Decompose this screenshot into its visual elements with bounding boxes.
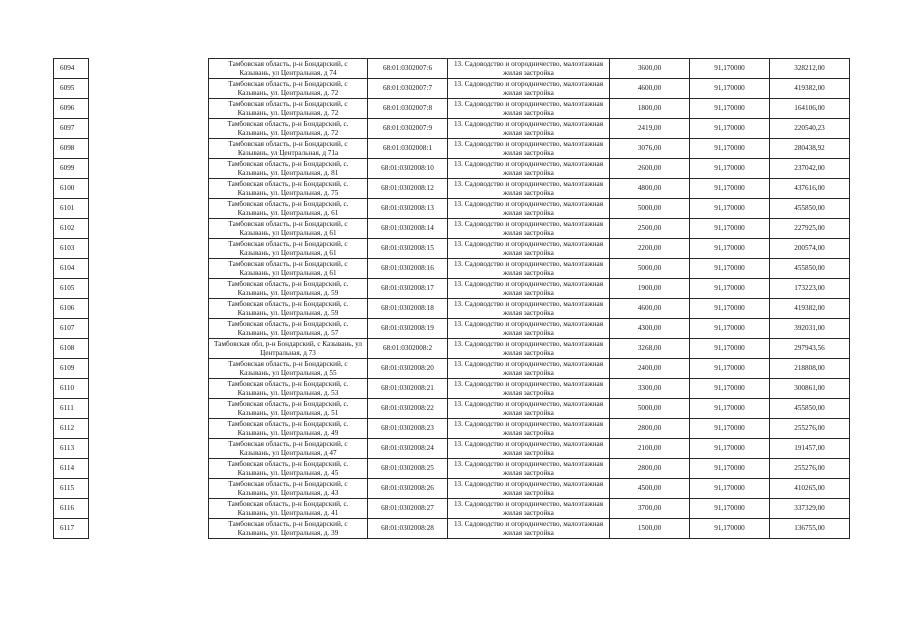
- address-cell: Тамбовская область, р-н Бондарский, с. Казывань, ул. Центральная, д. 49: [209, 419, 368, 439]
- land-use-cell: 13. Садоводство и огородничество, малоэтажная жилая застройка: [448, 459, 610, 479]
- cadastral-value-cell: 237042,00: [770, 159, 850, 179]
- address-cell: Тамбовская обл, р-н Бондарский, с Казывань, ул Центральная, д 73: [209, 339, 368, 359]
- specific-value-cell: 91,170000: [690, 319, 770, 339]
- address-cell: Тамбовская область, р-н Бондарский, с. Казывань, ул. Центральная, д. 53: [209, 379, 368, 399]
- land-use-cell: 13. Садоводство и огородничество, малоэтажная жилая застройка: [448, 499, 610, 519]
- cadastral-value-cell: 297943,56: [770, 339, 850, 359]
- specific-value-cell: 91,170000: [690, 299, 770, 319]
- address-cell: Тамбовская область, р-н Бондарский, с. Казывань, ул. Центральная, д. 72: [209, 119, 368, 139]
- area-cell: 2500,00: [610, 219, 690, 239]
- row-number-cell: 6113: [54, 439, 89, 459]
- gap-cell: [89, 139, 209, 159]
- address-cell: Тамбовская область, р-н Бондарский, с. Казывань, ул. Центральная, д. 57: [209, 319, 368, 339]
- land-use-cell: 13. Садоводство и огородничество, малоэтажная жилая застройка: [448, 119, 610, 139]
- land-use-cell: 13. Садоводство и огородничество, малоэтажная жилая застройка: [448, 199, 610, 219]
- specific-value-cell: 91,170000: [690, 359, 770, 379]
- area-cell: 4300,00: [610, 319, 690, 339]
- area-cell: 2100,00: [610, 439, 690, 459]
- specific-value-cell: 91,170000: [690, 379, 770, 399]
- table-row: [54, 239, 850, 259]
- address-cell: Тамбовская область, р-н Бондарский, с Казывань, ул Центральная, д 61: [209, 239, 368, 259]
- cadastral-value-cell: 328212,00: [770, 59, 850, 79]
- specific-value-cell: 91,170000: [690, 479, 770, 499]
- row-number-cell: 6115: [54, 479, 89, 499]
- table-row: [54, 219, 850, 239]
- table-row: [54, 139, 850, 159]
- cadastral-number-cell: 68:01:0302008:18: [368, 299, 448, 319]
- area-cell: 2800,00: [610, 419, 690, 439]
- address-cell: Тамбовская область, р-н Бондарский, с. Казывань, ул. Центральная, д. 51: [209, 399, 368, 419]
- cadastral-value-cell: 255276,00: [770, 459, 850, 479]
- land-use-cell: 13. Садоводство и огородничество, малоэтажная жилая застройка: [448, 359, 610, 379]
- land-use-cell: 13. Садоводство и огородничество, малоэтажная жилая застройка: [448, 139, 610, 159]
- table-row: [54, 459, 850, 479]
- area-cell: 3600,00: [610, 59, 690, 79]
- row-number-cell: 6105: [54, 279, 89, 299]
- specific-value-cell: 91,170000: [690, 99, 770, 119]
- cadastral-number-cell: 68:01:0302008:17: [368, 279, 448, 299]
- address-cell: Тамбовская область, р-н Бондарский, с Казывань, ул Центральная, д 71а: [209, 139, 368, 159]
- gap-cell: [89, 79, 209, 99]
- gap-cell: [89, 419, 209, 439]
- area-cell: 5000,00: [610, 199, 690, 219]
- cadastral-number-cell: 68:01:0302007:8: [368, 99, 448, 119]
- gap-cell: [89, 379, 209, 399]
- cadastral-number-cell: 68:01:0302007:9: [368, 119, 448, 139]
- gap-cell: [89, 519, 209, 539]
- cadastral-number-cell: 68:01:0302008:21: [368, 379, 448, 399]
- land-use-cell: 13. Садоводство и огородничество, малоэтажная жилая застройка: [448, 219, 610, 239]
- specific-value-cell: 91,170000: [690, 419, 770, 439]
- area-cell: 3300,00: [610, 379, 690, 399]
- cadastral-value-cell: 455850,00: [770, 399, 850, 419]
- row-number-cell: 6102: [54, 219, 89, 239]
- land-use-cell: 13. Садоводство и огородничество, малоэтажная жилая застройка: [448, 79, 610, 99]
- cadastral-number-cell: 68:01:0302008:12: [368, 179, 448, 199]
- land-use-cell: 13. Садоводство и огородничество, малоэтажная жилая застройка: [448, 479, 610, 499]
- cadastral-number-cell: 68:01:0302008:25: [368, 459, 448, 479]
- area-cell: 4600,00: [610, 299, 690, 319]
- cadastral-number-cell: 68:01:0302008:20: [368, 359, 448, 379]
- cadastral-number-cell: 68:01:0302008:26: [368, 479, 448, 499]
- table-row: [54, 199, 850, 219]
- cadastral-value-cell: 455850,00: [770, 259, 850, 279]
- cadastral-number-cell: 68:01:0302008:14: [368, 219, 448, 239]
- row-number-cell: 6098: [54, 139, 89, 159]
- row-number-cell: 6107: [54, 319, 89, 339]
- address-cell: Тамбовская область, р-н Бондарский, с. Казывань, ул. Центральная, д. 45: [209, 459, 368, 479]
- gap-cell: [89, 339, 209, 359]
- specific-value-cell: 91,170000: [690, 519, 770, 539]
- specific-value-cell: 91,170000: [690, 279, 770, 299]
- area-cell: 4500,00: [610, 479, 690, 499]
- row-number-cell: 6116: [54, 499, 89, 519]
- cadastral-number-cell: 68:01:0302008:16: [368, 259, 448, 279]
- table-row: [54, 399, 850, 419]
- address-cell: Тамбовская область, р-н Бондарский, с. Казывань, ул. Центральная, д. 75: [209, 179, 368, 199]
- gap-cell: [89, 59, 209, 79]
- table-row: [54, 339, 850, 359]
- gap-cell: [89, 99, 209, 119]
- address-cell: Тамбовская область, р-н Бондарский, с. Казывань, ул. Центральная, д. 59: [209, 279, 368, 299]
- row-number-cell: 6117: [54, 519, 89, 539]
- row-number-cell: 6106: [54, 299, 89, 319]
- land-use-cell: 13. Садоводство и огородничество, малоэтажная жилая застройка: [448, 99, 610, 119]
- cadastral-value-cell: 392031,00: [770, 319, 850, 339]
- land-use-cell: 13. Садоводство и огородничество, малоэтажная жилая застройка: [448, 319, 610, 339]
- address-cell: Тамбовская область, р-н Бондарский, с. Казывань, ул. Центральная, д. 81: [209, 159, 368, 179]
- area-cell: 3076,00: [610, 139, 690, 159]
- gap-cell: [89, 199, 209, 219]
- cadastral-number-cell: 68:01:0302007:6: [368, 59, 448, 79]
- cadastral-value-cell: 419382,00: [770, 79, 850, 99]
- table-row: [54, 159, 850, 179]
- area-cell: 4800,00: [610, 179, 690, 199]
- gap-cell: [89, 319, 209, 339]
- gap-cell: [89, 459, 209, 479]
- area-cell: 2600,00: [610, 159, 690, 179]
- specific-value-cell: 91,170000: [690, 79, 770, 99]
- table-row: [54, 439, 850, 459]
- area-cell: 4600,00: [610, 79, 690, 99]
- area-cell: 2400,00: [610, 359, 690, 379]
- address-cell: Тамбовская область, р-н Бондарский, с Казывань, ул. Центральная, д. 39: [209, 519, 368, 539]
- row-number-cell: 6112: [54, 419, 89, 439]
- land-use-cell: 13. Садоводство и огородничество, малоэтажная жилая застройка: [448, 159, 610, 179]
- specific-value-cell: 91,170000: [690, 439, 770, 459]
- specific-value-cell: 91,170000: [690, 199, 770, 219]
- gap-cell: [89, 219, 209, 239]
- table-row: [54, 299, 850, 319]
- area-cell: 5000,00: [610, 259, 690, 279]
- row-number-cell: 6103: [54, 239, 89, 259]
- table-row: [54, 59, 850, 79]
- table-row: [54, 119, 850, 139]
- row-number-cell: 6109: [54, 359, 89, 379]
- cadastral-number-cell: 68:01:0302008:1: [368, 139, 448, 159]
- row-number-cell: 6104: [54, 259, 89, 279]
- gap-cell: [89, 179, 209, 199]
- gap-cell: [89, 499, 209, 519]
- land-use-cell: 13. Садоводство и огородничество, малоэтажная жилая застройка: [448, 259, 610, 279]
- cadastral-value-cell: 136755,00: [770, 519, 850, 539]
- land-use-cell: 13. Садоводство и огородничество, малоэтажная жилая застройка: [448, 239, 610, 259]
- address-cell: Тамбовская область, р-н Бондарский, с. Казывань, ул. Центральная, д. 41: [209, 499, 368, 519]
- row-number-cell: 6095: [54, 79, 89, 99]
- address-cell: Тамбовская область, р-н Бондарский, с Казывань, ул. Центральная, д. 43: [209, 479, 368, 499]
- address-cell: Тамбовская область, р-н Бондарский, с Казывань, ул Центральная, д 55: [209, 359, 368, 379]
- area-cell: 3700,00: [610, 499, 690, 519]
- cadastral-value-cell: 173223,00: [770, 279, 850, 299]
- address-cell: Тамбовская область, р-н Бондарский, с Казывань, ул Центральная, д 74: [209, 59, 368, 79]
- cadastral-value-cell: 200574,00: [770, 239, 850, 259]
- gap-cell: [89, 439, 209, 459]
- specific-value-cell: 91,170000: [690, 399, 770, 419]
- gap-cell: [89, 479, 209, 499]
- table-row: [54, 419, 850, 439]
- cadastral-number-cell: 68:01:0302008:28: [368, 519, 448, 539]
- gap-cell: [89, 279, 209, 299]
- area-cell: 1800,00: [610, 99, 690, 119]
- land-use-cell: 13. Садоводство и огородничество, малоэтажная жилая застройка: [448, 279, 610, 299]
- table-row: [54, 519, 850, 539]
- cadastral-value-cell: 337329,00: [770, 499, 850, 519]
- address-cell: Тамбовская область, р-н Бондарский, с Казывань, ул Центральная, д 47: [209, 439, 368, 459]
- address-cell: Тамбовская область, р-н Бондарский, с. Казывань, ул. Центральная, д. 61: [209, 199, 368, 219]
- row-number-cell: 6108: [54, 339, 89, 359]
- specific-value-cell: 91,170000: [690, 139, 770, 159]
- area-cell: 5000,00: [610, 399, 690, 419]
- cadastral-number-cell: 68:01:0302008:24: [368, 439, 448, 459]
- specific-value-cell: 91,170000: [690, 239, 770, 259]
- specific-value-cell: 91,170000: [690, 219, 770, 239]
- specific-value-cell: 91,170000: [690, 259, 770, 279]
- table-row: [54, 179, 850, 199]
- row-number-cell: 6099: [54, 159, 89, 179]
- land-use-cell: 13. Садоводство и огородничество, малоэтажная жилая застройка: [448, 179, 610, 199]
- land-use-cell: 13. Садоводство и огородничество, малоэтажная жилая застройка: [448, 339, 610, 359]
- land-use-cell: 13. Садоводство и огородничество, малоэтажная жилая застройка: [448, 399, 610, 419]
- address-cell: Тамбовская область, р-н Бондарский, с Казывань, ул Центральная, д 61: [209, 259, 368, 279]
- cadastral-value-cell: 218808,00: [770, 359, 850, 379]
- table-row: [54, 359, 850, 379]
- table-row: [54, 479, 850, 499]
- land-use-cell: 13. Садоводство и огородничество, малоэтажная жилая застройка: [448, 439, 610, 459]
- row-number-cell: 6096: [54, 99, 89, 119]
- cadastral-value-cell: 255276,00: [770, 419, 850, 439]
- cadastral-number-cell: 68:01:0302008:15: [368, 239, 448, 259]
- cadastral-value-cell: 300861,00: [770, 379, 850, 399]
- cadastral-value-cell: 227925,00: [770, 219, 850, 239]
- table-row: [54, 99, 850, 119]
- table-row: [54, 379, 850, 399]
- specific-value-cell: 91,170000: [690, 179, 770, 199]
- area-cell: 2200,00: [610, 239, 690, 259]
- row-number-cell: 6101: [54, 199, 89, 219]
- cadastral-value-cell: 455850,00: [770, 199, 850, 219]
- address-cell: Тамбовская область, р-н Бондарский, с Казывань, ул Центральная, д 61: [209, 219, 368, 239]
- cadastral-value-cell: 410265,00: [770, 479, 850, 499]
- cadastral-number-cell: 68:01:0302008:10: [368, 159, 448, 179]
- area-cell: 2419,00: [610, 119, 690, 139]
- address-cell: Тамбовская область, р-н Бондарский, с Казывань, ул. Центральная, д. 72: [209, 99, 368, 119]
- specific-value-cell: 91,170000: [690, 59, 770, 79]
- table-row: [54, 279, 850, 299]
- specific-value-cell: 91,170000: [690, 459, 770, 479]
- gap-cell: [89, 159, 209, 179]
- gap-cell: [89, 359, 209, 379]
- land-use-cell: 13. Садоводство и огородничество, малоэтажная жилая застройка: [448, 299, 610, 319]
- cadastral-number-cell: 68:01:0302008:23: [368, 419, 448, 439]
- cadastral-value-cell: 280438,92: [770, 139, 850, 159]
- area-cell: 1500,00: [610, 519, 690, 539]
- cadastral-number-cell: 68:01:0302008:13: [368, 199, 448, 219]
- cadastral-number-cell: 68:01:0302007:7: [368, 79, 448, 99]
- row-number-cell: 6097: [54, 119, 89, 139]
- land-use-cell: 13. Садоводство и огородничество, малоэтажная жилая застройка: [448, 419, 610, 439]
- cadastral-value-cell: 419382,00: [770, 299, 850, 319]
- cadastral-number-cell: 68:01:0302008:27: [368, 499, 448, 519]
- row-number-cell: 6100: [54, 179, 89, 199]
- gap-cell: [89, 119, 209, 139]
- table-row: [54, 79, 850, 99]
- specific-value-cell: 91,170000: [690, 339, 770, 359]
- cadastral-value-table: [53, 58, 850, 539]
- specific-value-cell: 91,170000: [690, 499, 770, 519]
- specific-value-cell: 91,170000: [690, 119, 770, 139]
- table-row: [54, 319, 850, 339]
- address-cell: Тамбовская область, р-н Бондарский, с. Казывань, ул. Центральная, д. 59: [209, 299, 368, 319]
- land-use-cell: 13. Садоводство и огородничество, малоэтажная жилая застройка: [448, 59, 610, 79]
- cadastral-value-cell: 220540,23: [770, 119, 850, 139]
- gap-cell: [89, 299, 209, 319]
- table-body: [54, 59, 850, 539]
- row-number-cell: 6094: [54, 59, 89, 79]
- address-cell: Тамбовская область, р-н Бондарский, с Казывань, ул. Центральная, д. 72: [209, 79, 368, 99]
- row-number-cell: 6110: [54, 379, 89, 399]
- row-number-cell: 6114: [54, 459, 89, 479]
- gap-cell: [89, 259, 209, 279]
- cadastral-value-cell: 164106,00: [770, 99, 850, 119]
- area-cell: 2800,00: [610, 459, 690, 479]
- table-row: [54, 499, 850, 519]
- area-cell: 1900,00: [610, 279, 690, 299]
- specific-value-cell: 91,170000: [690, 159, 770, 179]
- cadastral-value-cell: 191457,00: [770, 439, 850, 459]
- cadastral-value-cell: 437616,00: [770, 179, 850, 199]
- land-use-cell: 13. Садоводство и огородничество, малоэтажная жилая застройка: [448, 379, 610, 399]
- cadastral-number-cell: 68:01:0302008:2: [368, 339, 448, 359]
- land-use-cell: 13. Садоводство и огородничество, малоэтажная жилая застройка: [448, 519, 610, 539]
- table-row: [54, 259, 850, 279]
- row-number-cell: 6111: [54, 399, 89, 419]
- gap-cell: [89, 399, 209, 419]
- gap-cell: [89, 239, 209, 259]
- area-cell: 3268,00: [610, 339, 690, 359]
- cadastral-number-cell: 68:01:0302008:22: [368, 399, 448, 419]
- cadastral-number-cell: 68:01:0302008:19: [368, 319, 448, 339]
